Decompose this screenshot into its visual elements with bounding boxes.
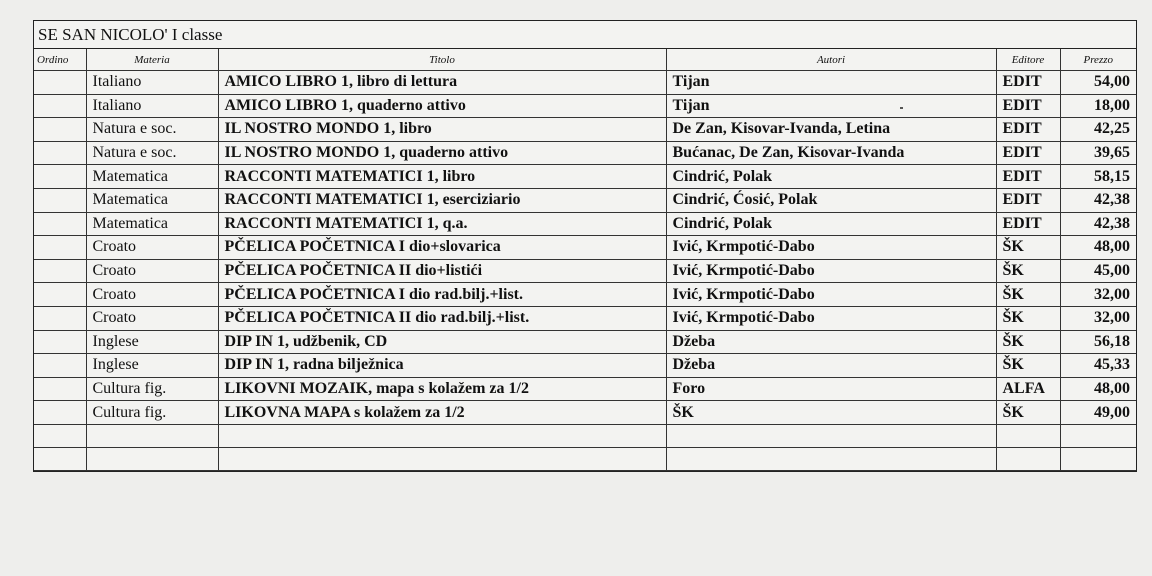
cell-materia: Cultura fig. bbox=[86, 401, 218, 425]
table-row bbox=[34, 330, 1136, 354]
cell-autori: Tijan bbox=[666, 71, 996, 95]
cell-titolo: RACCONTI MATEMATICI 1, eserciziario bbox=[218, 188, 666, 212]
cell-autori: Cindrić, Polak bbox=[666, 212, 996, 236]
blank-row bbox=[34, 447, 1136, 470]
cell-titolo: PČELICA POČETNICA II dio rad.bilj.+list. bbox=[218, 306, 666, 330]
cell-ordino bbox=[34, 94, 86, 118]
table-row bbox=[34, 401, 1136, 425]
blank-cell bbox=[86, 424, 218, 447]
cell-prezzo: 49,00 bbox=[1060, 401, 1136, 425]
cell-ordino bbox=[34, 330, 86, 354]
cell-materia: Inglese bbox=[86, 354, 218, 378]
cell-materia: Croato bbox=[86, 236, 218, 260]
blank-cell bbox=[34, 447, 86, 470]
cell-editore: EDIT bbox=[996, 212, 1060, 236]
cell-editore: ALFA bbox=[996, 377, 1060, 401]
table-row bbox=[34, 71, 1136, 95]
cell-titolo: LIKOVNI MOZAIK, mapa s kolažem za 1/2 bbox=[218, 377, 666, 401]
cell-ordino bbox=[34, 377, 86, 401]
cell-editore: ŠK bbox=[996, 306, 1060, 330]
cell-titolo: RACCONTI MATEMATICI 1, libro bbox=[218, 165, 666, 189]
cell-titolo: IL NOSTRO MONDO 1, libro bbox=[218, 118, 666, 142]
cell-ordino bbox=[34, 141, 86, 165]
cell-ordino bbox=[34, 118, 86, 142]
cell-titolo: PČELICA POČETNICA I dio rad.bilj.+list. bbox=[218, 283, 666, 307]
blank-cell bbox=[996, 447, 1060, 470]
column-header-ordino: Ordino bbox=[34, 49, 86, 71]
cell-titolo: AMICO LIBRO 1, libro di lettura bbox=[218, 71, 666, 95]
cell-autori: Ivić, Krmpotić-Dabo bbox=[666, 259, 996, 283]
cell-autori: Ivić, Krmpotić-Dabo bbox=[666, 236, 996, 260]
table-row bbox=[34, 377, 1136, 401]
cell-prezzo: 45,33 bbox=[1060, 354, 1136, 378]
cell-materia: Italiano bbox=[86, 71, 218, 95]
cell-prezzo: 32,00 bbox=[1060, 306, 1136, 330]
cell-autori: Ivić, Krmpotić-Dabo bbox=[666, 306, 996, 330]
cell-ordino bbox=[34, 401, 86, 425]
cell-materia: Inglese bbox=[86, 330, 218, 354]
cell-prezzo: 18,00 bbox=[1060, 94, 1136, 118]
cell-editore: ŠK bbox=[996, 283, 1060, 307]
cell-editore: EDIT bbox=[996, 165, 1060, 189]
cell-prezzo: 42,38 bbox=[1060, 212, 1136, 236]
cell-titolo: RACCONTI MATEMATICI 1, q.a. bbox=[218, 212, 666, 236]
table-row bbox=[34, 283, 1136, 307]
cell-titolo: AMICO LIBRO 1, quaderno attivo bbox=[218, 94, 666, 118]
cell-editore: EDIT bbox=[996, 71, 1060, 95]
cell-autori: Ivić, Krmpotić-Dabo bbox=[666, 283, 996, 307]
cell-autori: De Zan, Kisovar-Ivanda, Letina bbox=[666, 118, 996, 142]
cell-titolo: PČELICA POČETNICA II dio+listići bbox=[218, 259, 666, 283]
cell-ordino bbox=[34, 165, 86, 189]
cell-prezzo: 58,15 bbox=[1060, 165, 1136, 189]
blank-cell bbox=[86, 447, 218, 470]
blank-cell bbox=[34, 424, 86, 447]
table-row bbox=[34, 236, 1136, 260]
cell-editore: ŠK bbox=[996, 354, 1060, 378]
cell-prezzo: 56,18 bbox=[1060, 330, 1136, 354]
cell-editore: EDIT bbox=[996, 94, 1060, 118]
cell-editore: ŠK bbox=[996, 236, 1060, 260]
cell-ordino bbox=[34, 71, 86, 95]
table-row bbox=[34, 141, 1136, 165]
cell-materia: Matematica bbox=[86, 188, 218, 212]
cell-ordino bbox=[34, 188, 86, 212]
blank-row bbox=[34, 424, 1136, 447]
cell-titolo: PČELICA POČETNICA I dio+slovarica bbox=[218, 236, 666, 260]
cell-prezzo: 54,00 bbox=[1060, 71, 1136, 95]
column-header-materia: Materia bbox=[86, 49, 218, 71]
table-header-row bbox=[34, 49, 1136, 71]
cell-prezzo: 32,00 bbox=[1060, 283, 1136, 307]
cell-editore: EDIT bbox=[996, 141, 1060, 165]
column-header-titolo: Titolo bbox=[218, 49, 666, 71]
cell-prezzo: 42,38 bbox=[1060, 188, 1136, 212]
cell-prezzo: 42,25 bbox=[1060, 118, 1136, 142]
table-row bbox=[34, 306, 1136, 330]
cell-prezzo: 39,65 bbox=[1060, 141, 1136, 165]
cell-ordino bbox=[34, 236, 86, 260]
cell-editore: ŠK bbox=[996, 401, 1060, 425]
blank-cell bbox=[666, 424, 996, 447]
blank-cell bbox=[996, 424, 1060, 447]
cell-editore: EDIT bbox=[996, 118, 1060, 142]
table-row bbox=[34, 94, 1136, 118]
cell-ordino bbox=[34, 283, 86, 307]
booklist-sheet bbox=[33, 20, 1137, 472]
cell-materia: Italiano bbox=[86, 94, 218, 118]
cell-autori: Džeba bbox=[666, 354, 996, 378]
cell-materia: Matematica bbox=[86, 212, 218, 236]
cell-editore: EDIT bbox=[996, 188, 1060, 212]
cell-autori: ŠK bbox=[666, 401, 996, 425]
cell-titolo: DIP IN 1, udžbenik, CD bbox=[218, 330, 666, 354]
cell-autori: Foro bbox=[666, 377, 996, 401]
cell-prezzo: 45,00 bbox=[1060, 259, 1136, 283]
blank-cell bbox=[218, 447, 666, 470]
cell-ordino bbox=[34, 259, 86, 283]
cell-materia: Natura e soc. bbox=[86, 118, 218, 142]
cell-autori: Cindrić, Ćosić, Polak bbox=[666, 188, 996, 212]
table-row bbox=[34, 259, 1136, 283]
table-row bbox=[34, 188, 1136, 212]
cell-autori: Tijan bbox=[666, 94, 996, 118]
blank-cell bbox=[218, 424, 666, 447]
cell-autori: Cindrić, Polak bbox=[666, 165, 996, 189]
sheet-title: SE SAN NICOLO' I classe bbox=[34, 21, 1136, 49]
cell-ordino bbox=[34, 212, 86, 236]
column-header-editore: Editore bbox=[996, 49, 1060, 71]
cell-ordino bbox=[34, 306, 86, 330]
blank-cell bbox=[1060, 447, 1136, 470]
booklist-table bbox=[34, 49, 1136, 471]
cell-titolo: DIP IN 1, radna bilježnica bbox=[218, 354, 666, 378]
cell-prezzo: 48,00 bbox=[1060, 377, 1136, 401]
table-row bbox=[34, 212, 1136, 236]
cell-autori: Bućanac, De Zan, Kisovar-Ivanda bbox=[666, 141, 996, 165]
cell-materia: Natura e soc. bbox=[86, 141, 218, 165]
cell-materia: Matematica bbox=[86, 165, 218, 189]
cell-materia: Croato bbox=[86, 259, 218, 283]
cell-editore: ŠK bbox=[996, 259, 1060, 283]
cell-materia: Cultura fig. bbox=[86, 377, 218, 401]
table-row bbox=[34, 118, 1136, 142]
cell-ordino bbox=[34, 354, 86, 378]
cell-materia: Croato bbox=[86, 306, 218, 330]
table-row bbox=[34, 354, 1136, 378]
cell-prezzo: 48,00 bbox=[1060, 236, 1136, 260]
cell-materia: Croato bbox=[86, 283, 218, 307]
scan-mark bbox=[900, 107, 903, 109]
cell-editore: ŠK bbox=[996, 330, 1060, 354]
blank-cell bbox=[1060, 424, 1136, 447]
cell-autori: Džeba bbox=[666, 330, 996, 354]
table-body bbox=[34, 71, 1136, 471]
cell-titolo: LIKOVNA MAPA s kolažem za 1/2 bbox=[218, 401, 666, 425]
blank-cell bbox=[666, 447, 996, 470]
column-header-autori: Autori bbox=[666, 49, 996, 71]
cell-titolo: IL NOSTRO MONDO 1, quaderno attivo bbox=[218, 141, 666, 165]
column-header-prezzo: Prezzo bbox=[1060, 49, 1136, 71]
table-row bbox=[34, 165, 1136, 189]
